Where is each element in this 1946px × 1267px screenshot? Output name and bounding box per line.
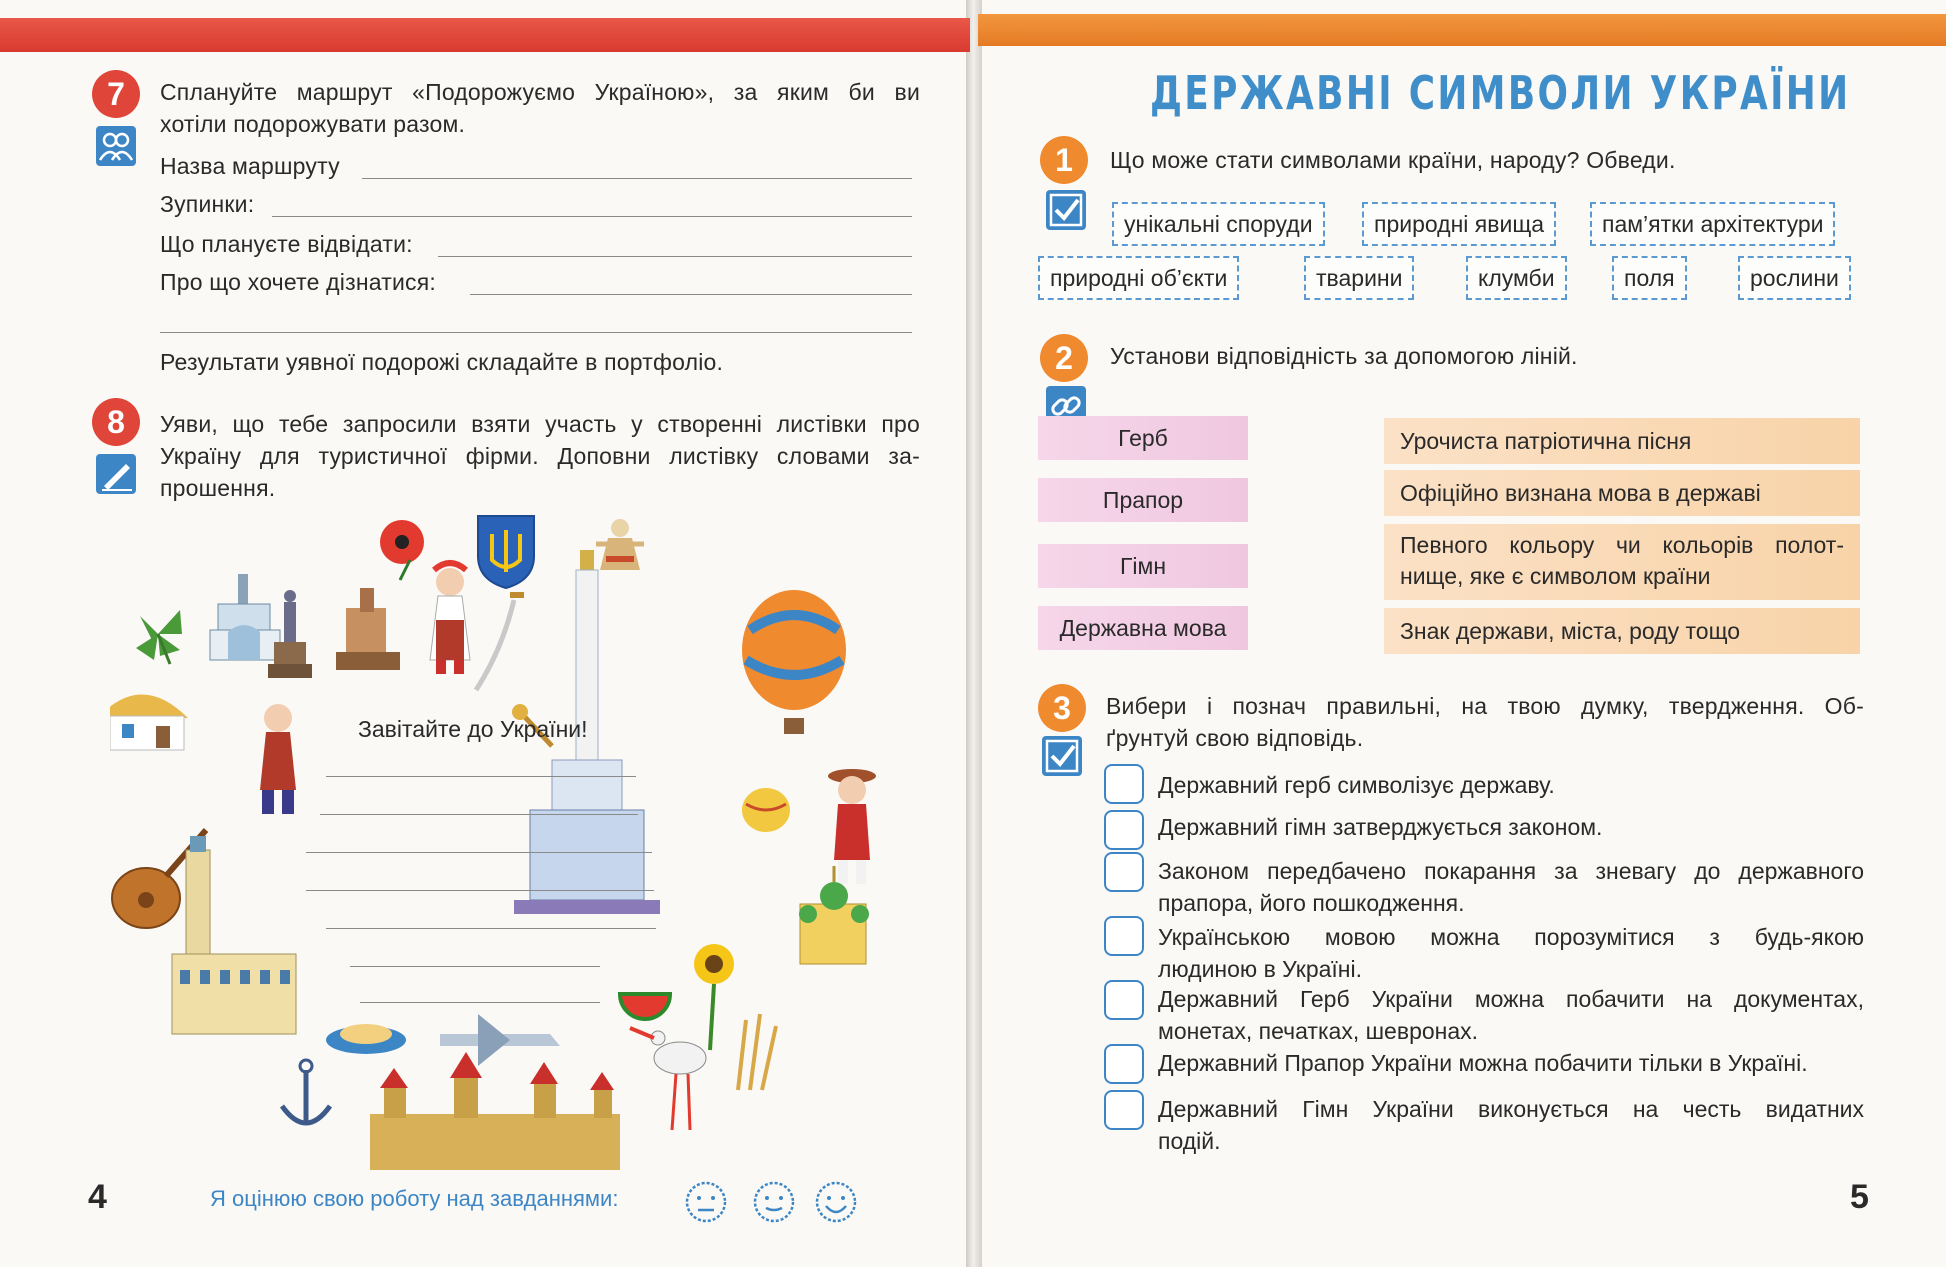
task-8-text-2: Україну для туристичної фірми. Доповни листівку словами за-: [160, 443, 920, 469]
postcard-line-4[interactable]: [306, 890, 654, 891]
postcard-line-7[interactable]: [360, 1002, 600, 1003]
statement-4-line-2: людиною в Україні.: [1158, 956, 1362, 982]
statement-7-line-1: Державний Гімн України виконується на честь видатних: [1158, 1096, 1864, 1122]
route-name-label: Назва маршруту: [160, 153, 340, 179]
task-7-text-1: Сплануйте маршрут «Подорожуємо Україною», за яким би ви: [160, 79, 920, 105]
option-animals[interactable]: тварини: [1304, 256, 1414, 300]
task-3-text-1: Вибери і познач правильні, на твою думку, твердження. Об-: [1106, 693, 1864, 719]
task-2-text: Установи відповідність за допомогою ліній.: [1110, 343, 1578, 369]
left-header-bar: [0, 18, 970, 52]
option-architectural-monuments[interactable]: пам’ятки архітектури: [1590, 202, 1835, 246]
task-8-text-1: Уяви, що тебе запросили взяти участь у створенні листівки про: [160, 411, 920, 437]
task-7-text-2: хотіли подорожувати разом.: [160, 111, 466, 137]
slight-smile-icon[interactable]: [752, 1180, 796, 1224]
route-name-line[interactable]: [362, 178, 912, 179]
right-header-bar: [978, 14, 1946, 46]
stops-line[interactable]: [272, 216, 912, 217]
motanka-doll-icon: [596, 519, 644, 570]
checkbox-task-icon-2: [1042, 736, 1082, 776]
option-flowerbeds[interactable]: клумби: [1466, 256, 1567, 300]
term-state-language[interactable]: Державна мова: [1038, 606, 1248, 650]
extra-line[interactable]: [160, 332, 912, 333]
self-assessment-label: Я оцінюю свою роботу над завданнями:: [210, 1186, 619, 1211]
task-8-number: 8: [92, 398, 140, 446]
writing-icon: [96, 454, 136, 494]
wheat-icon: [738, 1014, 776, 1090]
postcard-line-6[interactable]: [350, 966, 600, 967]
postcard-line-3[interactable]: [306, 852, 652, 853]
statement-5-line-1: Державний Герб України можна побачити на документах,: [1158, 986, 1864, 1012]
postcard-line-2[interactable]: [320, 814, 638, 815]
page-number-left: 4: [88, 1178, 107, 1216]
kamianets-fortress-icon: [370, 1052, 620, 1170]
memorial-church-icon: [210, 574, 280, 660]
statement-6: Державний Прапор України можна побачити тільки в Україні.: [1158, 1050, 1808, 1076]
statement-6-checkbox[interactable]: [1104, 1044, 1144, 1084]
visit-plan-line[interactable]: [438, 256, 912, 257]
option-unique-buildings[interactable]: унікальні споруди: [1112, 202, 1325, 246]
statement-5-checkbox[interactable]: [1104, 980, 1144, 1020]
task-3-text-2: ґрунтуй свою відповідь.: [1106, 725, 1364, 751]
option-fields[interactable]: поля: [1612, 256, 1687, 300]
option-natural-phenomena[interactable]: природні явища: [1362, 202, 1556, 246]
statement-5-line-2: монетах, печатках, шевронах.: [1158, 1018, 1479, 1044]
task-1-text: Що може стати символами країни, народу? Обведи.: [1110, 147, 1676, 173]
statement-7-checkbox[interactable]: [1104, 1090, 1144, 1130]
chestnut-leaf-icon: [136, 610, 182, 664]
postcard-line-5[interactable]: [326, 928, 656, 929]
statement-7-line-2: подій.: [1158, 1128, 1221, 1154]
statement-2-checkbox[interactable]: [1104, 810, 1144, 850]
statement-1-checkbox[interactable]: [1104, 764, 1144, 804]
coat-of-arms-icon: [478, 516, 534, 588]
option-plants[interactable]: рослини: [1738, 256, 1851, 300]
airplane-icon: [440, 1014, 560, 1066]
postcard-title: Завітайте до України!: [358, 716, 588, 742]
term-anthem[interactable]: Гімн: [1038, 544, 1248, 588]
statement-3-checkbox[interactable]: [1104, 852, 1144, 892]
statement-2: Державний гімн затверджується законом.: [1158, 814, 1603, 840]
page-number-right: 5: [1850, 1178, 1869, 1216]
definition-language[interactable]: Офіційно визнана мова в державі: [1384, 470, 1860, 516]
portfolio-note: Результати уявної подорожі складайте в портфоліо.: [160, 349, 724, 375]
statement-3-line-1: Законом передбачено покарання за зневагу до державного: [1158, 858, 1864, 884]
postcard-illustration: [110, 500, 910, 1180]
option-natural-objects[interactable]: природні об’єкти: [1038, 256, 1239, 300]
page-title: ДЕРЖАВНІ СИМВОЛИ УКРАЇНИ: [1150, 66, 1851, 120]
task-7-number: 7: [92, 70, 140, 118]
big-smile-icon[interactable]: [814, 1180, 858, 1224]
definition-flag-line-2: нище, яке є символом країни: [1400, 563, 1711, 589]
postcard-line-1[interactable]: [326, 776, 636, 777]
learn-label: Про що хочете дізнатися:: [160, 269, 436, 295]
stork-icon: [630, 1028, 706, 1130]
book-gutter: [966, 0, 982, 1267]
statement-4-checkbox[interactable]: [1104, 916, 1144, 956]
hot-air-balloon-icon: [742, 590, 846, 734]
neutral-face-icon[interactable]: [684, 1180, 728, 1224]
statement-1: Державний герб символізує державу.: [1158, 772, 1555, 798]
checkbox-task-icon: [1046, 190, 1086, 230]
visit-plan-label: Що плануєте відвідати:: [160, 231, 413, 257]
clay-pot-icon: [742, 788, 790, 832]
stops-label: Зупинки:: [160, 191, 255, 217]
traditional-house-icon: [110, 694, 188, 750]
saber-icon: [476, 592, 524, 690]
definition-coat-of-arms[interactable]: Знак держави, міста, роду тощо: [1384, 608, 1860, 654]
pair-work-icon: [96, 126, 136, 166]
task-1-number: 1: [1040, 136, 1088, 184]
definition-anthem[interactable]: Урочиста патріотична пісня: [1384, 418, 1860, 464]
term-flag[interactable]: Прапор: [1038, 478, 1248, 522]
definition-flag[interactable]: [1384, 524, 1860, 600]
task-3-number: 3: [1038, 684, 1086, 732]
term-coat-of-arms[interactable]: Герб: [1038, 416, 1248, 460]
sunflower-icon: [694, 944, 734, 1050]
town-hall-icon: [172, 836, 296, 1034]
task-8-text-3: прошення.: [160, 475, 276, 501]
ukrainian-girl-icon: [430, 563, 470, 674]
task-2-number: 2: [1040, 334, 1088, 382]
statement-3-line-2: прапора, його пошкодження.: [1158, 890, 1465, 916]
swallows-nest-castle-icon: [336, 588, 400, 670]
cossack-icon: [260, 704, 296, 814]
watermelon-icon: [620, 994, 670, 1019]
poppy-icon: [380, 520, 424, 580]
learn-line[interactable]: [470, 294, 912, 295]
anchor-icon: [282, 1060, 330, 1124]
varenyky-plate-icon: [326, 1024, 406, 1054]
definition-flag-line-1: Певного кольору чи кольорів полот-: [1400, 532, 1844, 558]
statement-4-line-1: Українською мовою можна порозумітися з будь-якою: [1158, 924, 1864, 950]
